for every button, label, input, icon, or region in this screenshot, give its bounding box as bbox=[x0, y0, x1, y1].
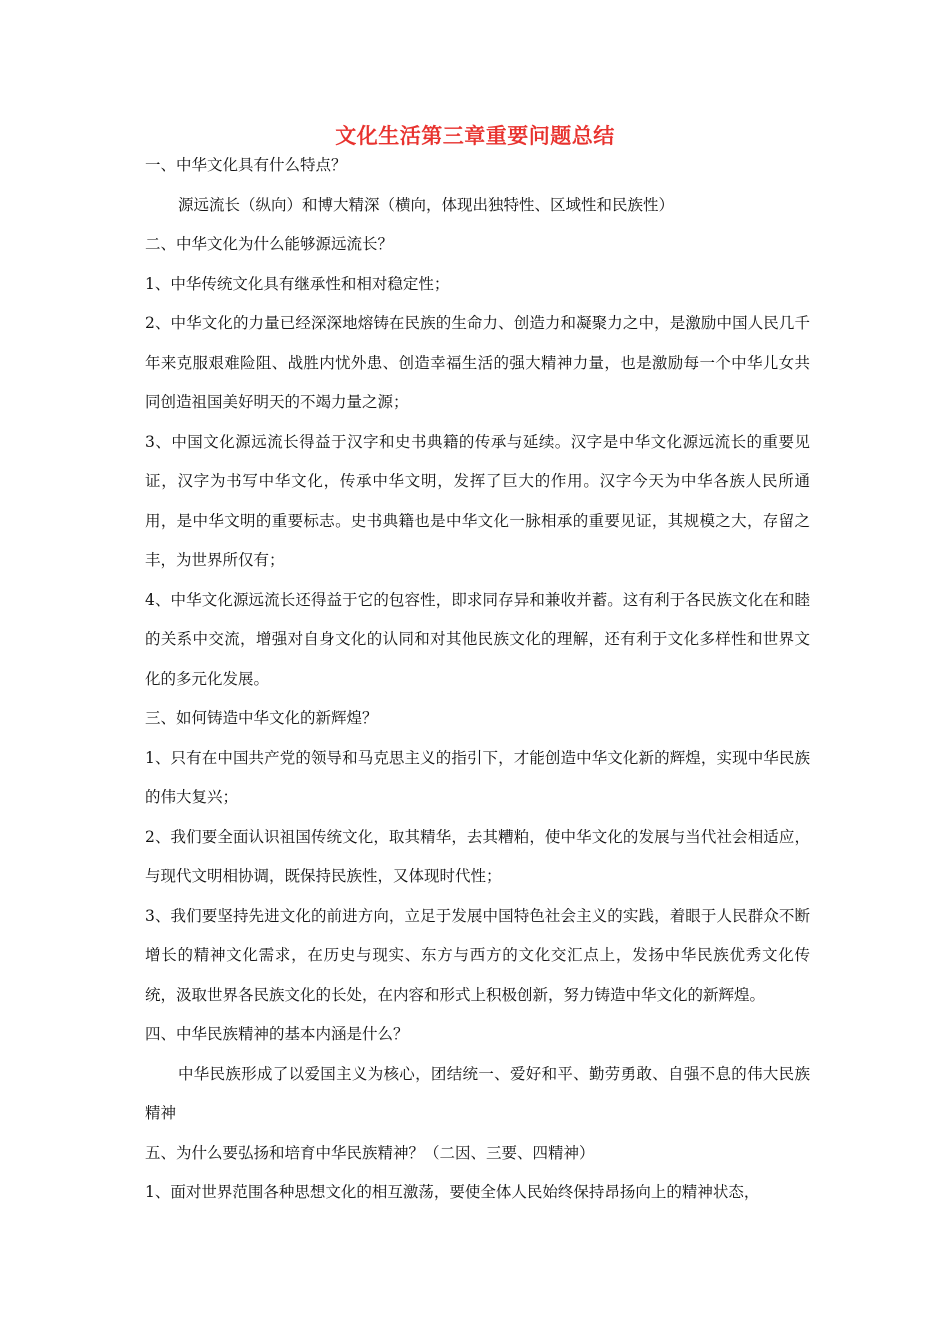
paragraph: 1、中华传统文化具有继承性和相对稳定性； bbox=[145, 274, 450, 293]
paragraph: 一、中华文化具有什么特点？ bbox=[145, 156, 347, 174]
paragraph: 2、我们要全面认识祖国传统文化，取其精华，去其糟粕，使中华文化的发展与当代社会相适应，与现代文明相协调，既保持民族性，又体现时代性； bbox=[145, 827, 810, 885]
paragraph: 三、如何铸造中华文化的新辉煌？ bbox=[145, 709, 378, 727]
paragraph: 中华民族形成了以爱国主义为核心，团结统一、爱好和平、勤劳勇敢、自强不息的伟大民族精神 bbox=[145, 1064, 810, 1122]
paragraph: 四、中华民族精神的基本内涵是什么？ bbox=[145, 1025, 409, 1043]
paragraph: 二、中华文化为什么能够源远流长？ bbox=[145, 235, 394, 253]
paragraph: 3、中国文化源远流长得益于汉字和史书典籍的传承与延续。汉字是中华文化源远流长的重要见证，汉字为书写中华文化，传承中华文明，发挥了巨大的作用。汉字今天为中华各族人民所通用，是中华文明的重要标志。史书典籍也是中华文化一脉相承的重要见证，其规模之大，存留之丰，为世界所仅有； bbox=[145, 432, 810, 569]
document-title: 文化生活第三章重要问题总结 bbox=[335, 123, 615, 148]
paragraph: 1、面对世界范围各种思想文化的相互激荡，要使全体人民始终保持昂扬向上的精神状态， bbox=[145, 1183, 760, 1201]
paragraph: 4、中华文化源远流长还得益于它的包容性，即求同存异和兼收并蓄。这有利于各民族文化在和睦的关系中交流，增强对自身文化的认同和对其他民族文化的理解，还有利于文化多样性和世界文化的多元化发展。 bbox=[145, 590, 810, 688]
paragraph: 2、中华文化的力量已经深深地熔铸在民族的生命力、创造力和凝聚力之中，是激励中国人民几千年来克服艰难险阻、战胜内忧外患、创造幸福生活的强大精神力量，也是激励每一个中华儿女共同创造祖国美好明天的不竭力量之源； bbox=[145, 314, 810, 411]
document-body bbox=[145, 146, 810, 1213]
paragraph: 源远流长（纵向）和博大精深（横向，体现出独特性、区域性和民族性） bbox=[178, 195, 675, 214]
paragraph: 3、我们要坚持先进文化的前进方向，立足于发展中国特色社会主义的实践，着眼于人民群众不断增长的精神文化需求，在历史与现实、东方与西方的文化交汇点上，发扬中华民族优秀文化传统，汲取世界各民族文化的长处，在内容和形式上积极创新，努力铸造中华文化的新辉煌。 bbox=[145, 906, 810, 1004]
paragraph: 五、为什么要弘扬和培育中华民族精神？（二因、三要、四精神） bbox=[145, 1143, 595, 1162]
paragraph: 1、只有在中国共产党的领导和马克思主义的指引下，才能创造中华文化新的辉煌，实现中华民族的伟大复兴； bbox=[145, 748, 810, 806]
